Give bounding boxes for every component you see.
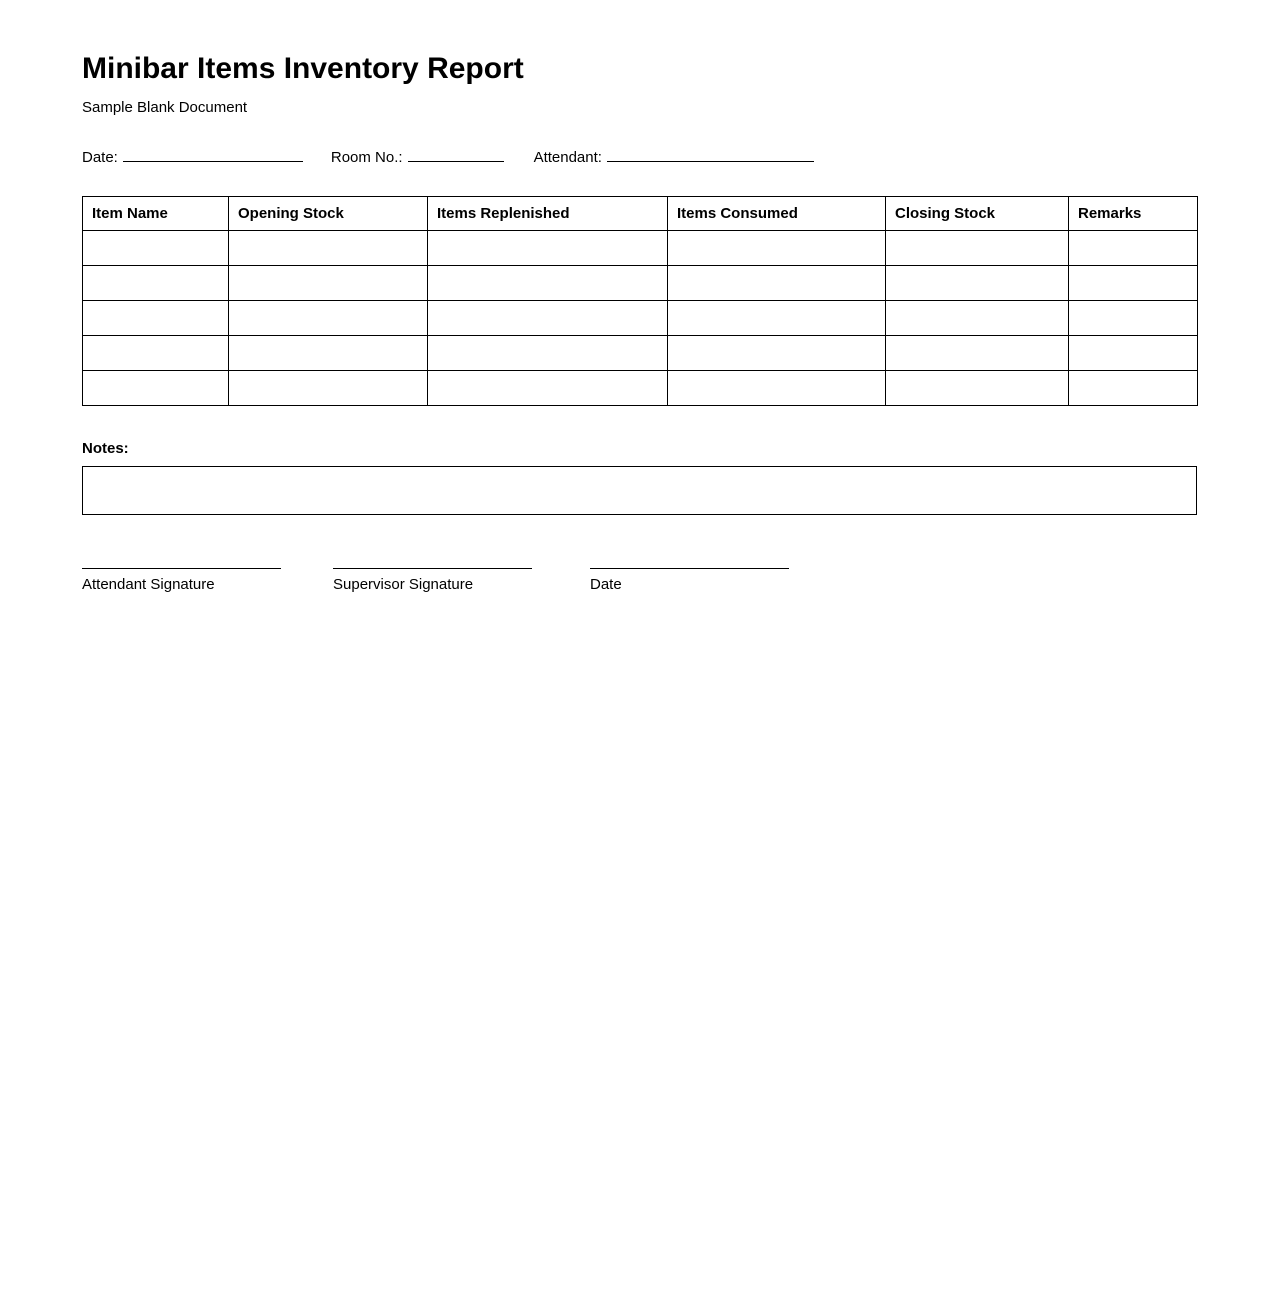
attendant-blank-line — [607, 146, 814, 162]
table-cell — [1069, 336, 1198, 371]
table-row — [83, 336, 1198, 371]
table-row — [83, 266, 1198, 301]
table-cell — [1069, 371, 1198, 406]
room-no-field-label: Room No.: — [330, 149, 403, 166]
attendant-field-label: Attendant: — [533, 149, 602, 166]
signature-block-supervisor — [333, 568, 532, 593]
table-body — [83, 231, 1198, 406]
table-cell — [668, 301, 886, 336]
table-cell — [428, 371, 668, 406]
column-header-opening-stock: Opening Stock — [229, 197, 428, 231]
table-cell — [83, 336, 229, 371]
table-cell — [668, 336, 886, 371]
attendant-signature-line — [82, 568, 281, 569]
table-cell — [886, 231, 1069, 266]
header-fields-row — [82, 146, 1197, 166]
table-cell — [229, 231, 428, 266]
page-subtitle: Sample Blank Document — [82, 99, 248, 116]
table-cell — [83, 231, 229, 266]
table-cell — [428, 336, 668, 371]
table-cell — [83, 371, 229, 406]
table-cell — [1069, 231, 1198, 266]
column-header-item-name: Item Name — [83, 197, 229, 231]
table-row — [83, 301, 1198, 336]
signature-section — [82, 568, 1197, 593]
date-field-label: Date: — [82, 149, 118, 166]
notes-box — [82, 466, 1197, 515]
table-cell — [229, 301, 428, 336]
document-page — [0, 0, 1278, 593]
field-attendant — [534, 146, 814, 166]
table-cell — [886, 336, 1069, 371]
inventory-table — [82, 196, 1198, 406]
table-cell — [83, 266, 229, 301]
table-cell — [428, 266, 668, 301]
signature-block-attendant — [82, 568, 281, 593]
table-cell — [1069, 266, 1198, 301]
supervisor-signature-line — [333, 568, 532, 569]
supervisor-signature-label: Supervisor Signature — [333, 576, 474, 593]
table-cell — [886, 266, 1069, 301]
signature-block-date — [590, 568, 789, 593]
room-no-blank-line — [408, 146, 504, 162]
column-header-closing-stock: Closing Stock — [886, 197, 1069, 231]
table-cell — [668, 371, 886, 406]
field-room-no — [331, 146, 504, 166]
table-cell — [229, 266, 428, 301]
field-date — [82, 146, 303, 166]
column-header-items-consumed: Items Consumed — [668, 197, 886, 231]
date-signature-label: Date — [590, 576, 622, 593]
table-cell — [668, 231, 886, 266]
table-header-row — [83, 197, 1198, 231]
column-header-remarks: Remarks — [1069, 197, 1198, 231]
table-cell — [229, 371, 428, 406]
page-title: Minibar Items Inventory Report — [82, 52, 524, 85]
table-row — [83, 231, 1198, 266]
attendant-signature-label: Attendant Signature — [82, 576, 215, 593]
table-cell — [229, 336, 428, 371]
table-cell — [83, 301, 229, 336]
table-row — [83, 371, 1198, 406]
table-cell — [886, 301, 1069, 336]
table-cell — [428, 301, 668, 336]
table-cell — [668, 266, 886, 301]
table-cell — [886, 371, 1069, 406]
date-blank-line — [123, 146, 303, 162]
table-cell — [1069, 301, 1198, 336]
notes-label: Notes: — [82, 440, 129, 457]
table-cell — [428, 231, 668, 266]
column-header-items-replenished: Items Replenished — [428, 197, 668, 231]
date-signature-line — [590, 568, 789, 569]
